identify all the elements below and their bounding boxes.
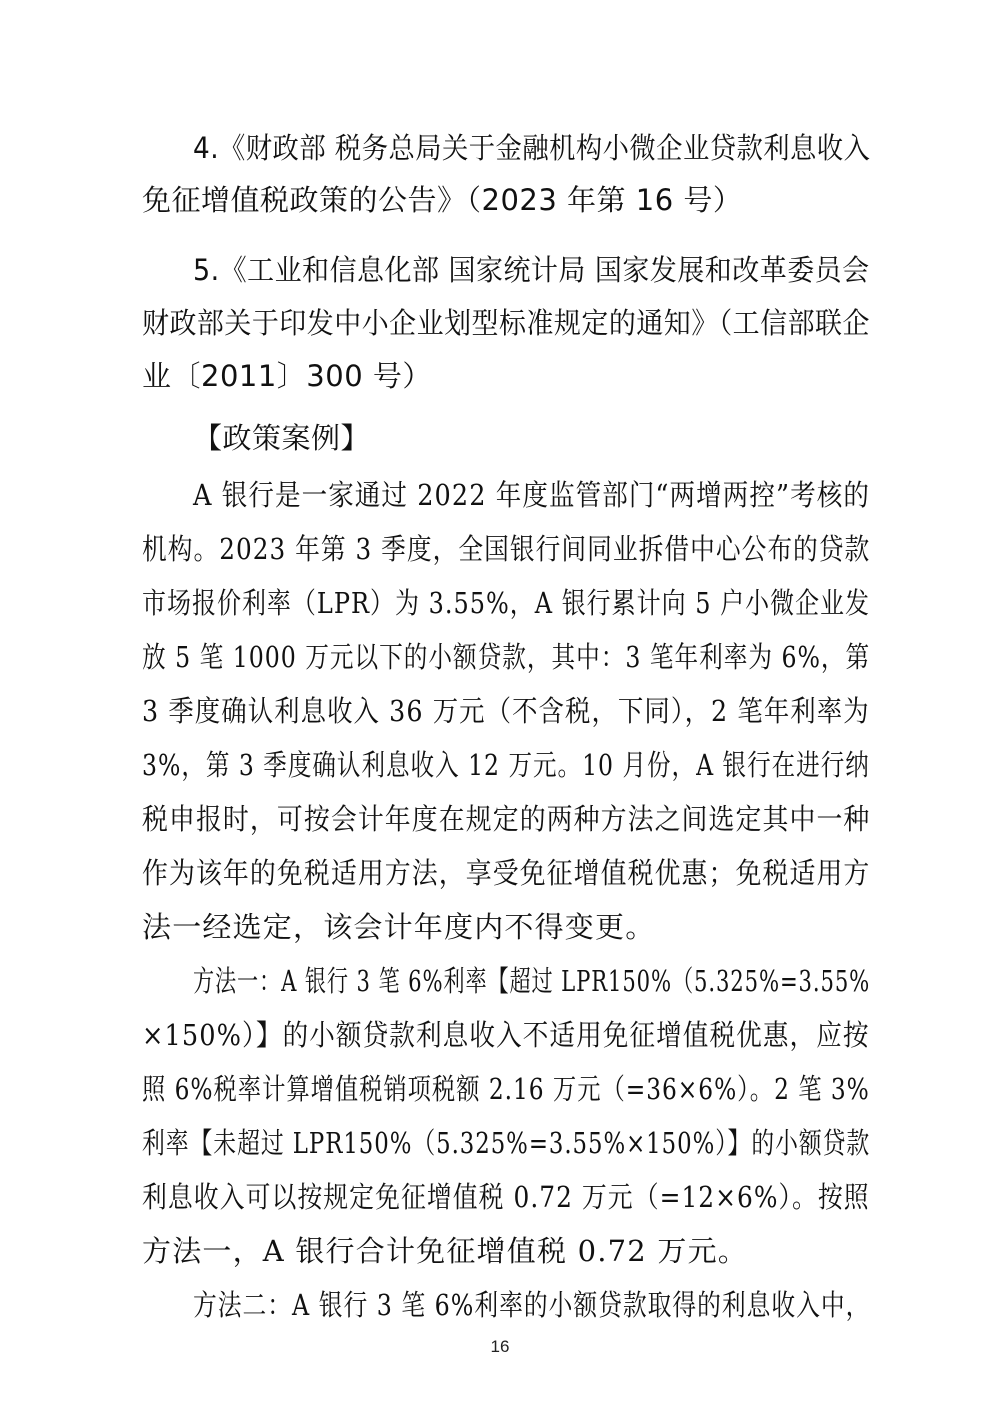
case-paragraph-1-line-9: 法一经选定，该会计年度内不得变更。 — [142, 910, 656, 944]
case-paragraph-1-line-7: 税申报时，可按会计年度在规定的两种方法之间选定其中一种 — [142, 802, 871, 836]
section-heading: 【政策案例】 — [193, 421, 371, 455]
method-one-line-2: ×150%）】的小额贷款利息收入不适用免征增值税优惠，应按 — [142, 1018, 870, 1052]
method-one-line-5: 利息收入可以按规定免征增值税 0.72 万元（=12×6%）。按照 — [142, 1180, 870, 1214]
case-paragraph-1-line-4: 放 5 笔 1000 万元以下的小额贷款，其中：3 笔年利率为 6%，第 — [142, 640, 871, 674]
method-two-line-1: 方法二：A 银行 3 笔 6%利率的小额贷款取得的利息收入中， — [193, 1288, 871, 1322]
reference-item-5-line-3: 业〔2011〕300 号） — [142, 359, 432, 393]
method-one-line-4: 利率【未超过 LPR150%（5.325%=3.55%×150%）】的小额贷款 — [142, 1126, 871, 1160]
page-number: 16 — [490, 1337, 510, 1356]
case-paragraph-1-line-1: A 银行是一家通过 2022 年度监管部门“两增两控”考核的 — [193, 478, 871, 512]
case-paragraph-1-line-3: 市场报价利率（LPR）为 3.55%，A 银行累计向 5 户小微企业发 — [142, 586, 871, 620]
reference-item-5-line-2: 财政部关于印发中小企业划型标准规定的通知》（工信部联企 — [142, 306, 870, 340]
case-paragraph-1-line-2: 机构。2023 年第 3 季度，全国银行间同业拆借中心公布的贷款 — [142, 532, 871, 566]
method-one-line-3: 照 6%税率计算增值税销项税额 2.16 万元（=36×6%）。2 笔 3% — [142, 1072, 870, 1106]
reference-item-4-line-2: 免征增值税政策的公告》（2023 年第 16 号） — [142, 183, 743, 217]
case-paragraph-1-line-8: 作为该年的免税适用方法，享受免征增值税优惠；免税适用方 — [142, 856, 871, 890]
method-one-line-1: 方法一：A 银行 3 笔 6%利率【超过 LPR150%（5.325%=3.55% — [193, 964, 871, 998]
reference-item-5-line-1: 5.《工业和信息化部 国家统计局 国家发展和改革委员会 — [193, 253, 870, 287]
reference-item-4-line-1: 4.《财政部 税务总局关于金融机构小微企业贷款利息收入 — [193, 131, 871, 165]
case-paragraph-1-line-6: 3%，第 3 季度确认利息收入 12 万元。10 月份，A 银行在进行纳 — [142, 748, 870, 782]
case-paragraph-1-line-5: 3 季度确认利息收入 36 万元（不含税，下同），2 笔年利率为 — [142, 694, 870, 728]
method-one-line-6: 方法一，A 银行合计免征增值税 0.72 万元。 — [142, 1234, 748, 1268]
